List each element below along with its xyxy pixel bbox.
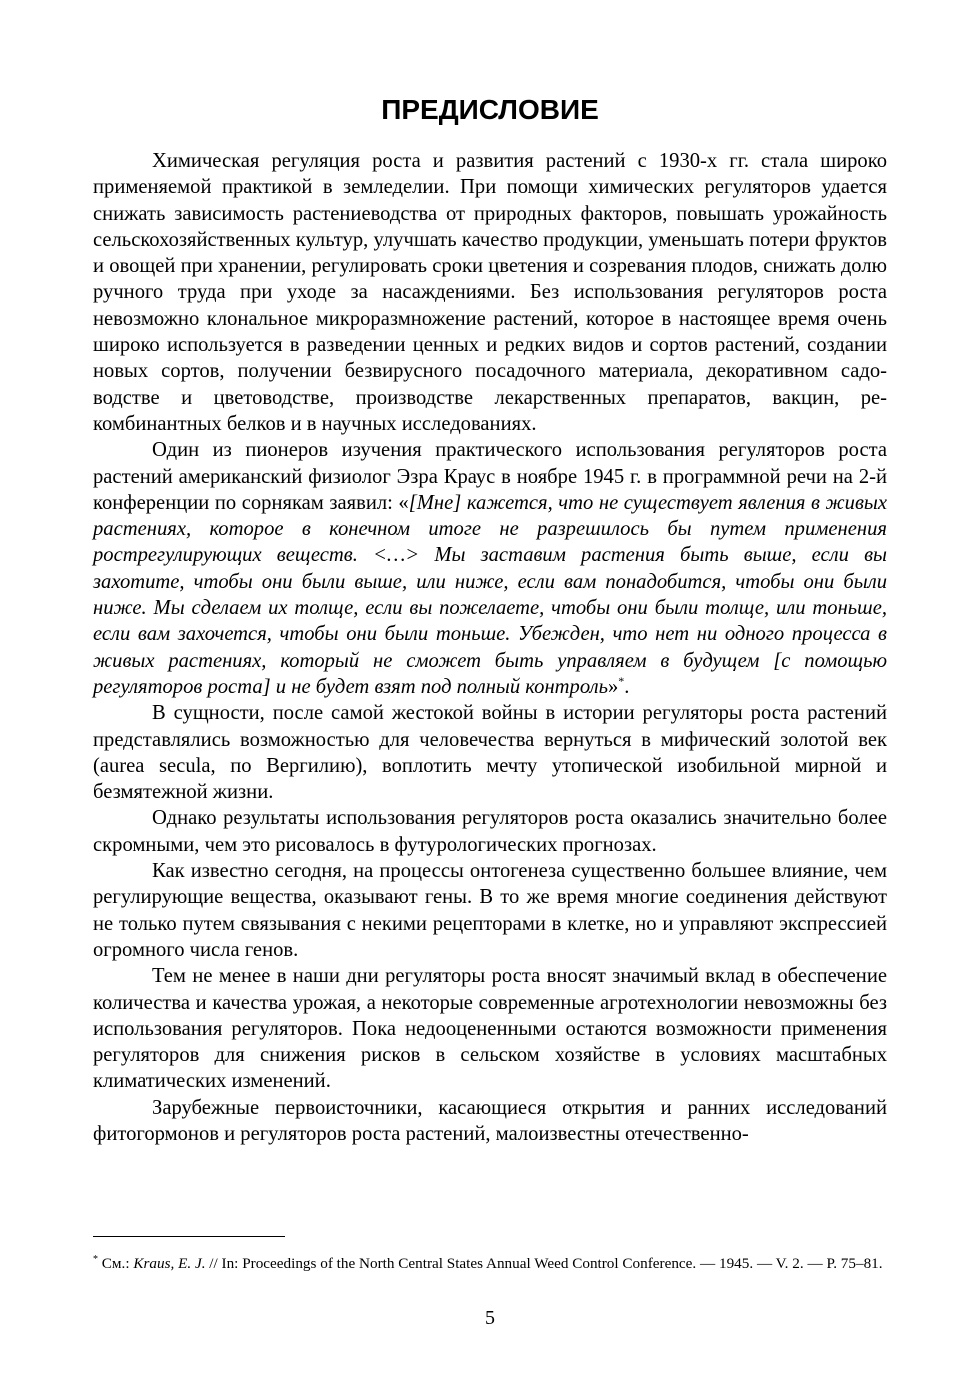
body-text xyxy=(93,148,887,1147)
footnote-author: Kraus, E. J. xyxy=(133,1255,206,1272)
paragraph-5: Как известно сегодня, на процессы онтогенеза существенно большее влияние, чем регулирующие вещества, оказывают гены. В то же время многие соединения действуют не только путем связывания с некими рецепторами в клетке, но и управляют экспрессией огромного числа генов. xyxy=(93,860,887,961)
page-title: ПРЕДИСЛОВИЕ xyxy=(381,94,599,125)
paragraph-2 xyxy=(93,437,887,700)
footnote-mark: * xyxy=(93,1253,98,1265)
footnote xyxy=(93,1254,887,1274)
footnote-prefix: См.: xyxy=(98,1255,134,1272)
footnote-reference[interactable]: * xyxy=(618,674,625,689)
paragraph-2-end: . xyxy=(624,675,630,698)
paragraph-1: Химическая регуляция роста и развития растений с 1930-х гг. стала широко применяемой практикой в земледелии. При помощи химических регуляторов удается снижать зависимость растениеводства от природных факторов, повышать урожайность сельскохозяйственных культур, улучшать качество продукции, уменьшать потери фруктов и овощей при хранении, регулировать сроки цветения и созревания плодов, снижать долю ручного труда при уходе за насаждениями. Без использования регуляторов роста невозможно клональное микроразмножение растений, которое в настоящее время очень широко используется в разведении ценных и редких видов и сортов растений, создании новых сортов, получении безвирусного посадочного материала, декоративном садоводстве и цветоводстве, производстве лекарственных препаратов, вакцин, рекомбинантных белков и в научных исследованиях. xyxy=(93,150,887,435)
paragraph-2-intro: Один из пионеров изучения практического использования регуляторов роста растений американский физиолог Эзра Краус в ноябре 1945 г. в программной речи на 2-й конференции по сорнякам заявил: « xyxy=(93,439,887,514)
page-number: 5 xyxy=(485,1307,495,1329)
paragraph-7: Зарубежные первоисточники, касающиеся открытия и ранних исследований фитогормонов и регуляторов роста растений, малоизвестны отечественно- xyxy=(93,1096,887,1145)
footnote-divider xyxy=(93,1236,285,1237)
footnote-citation: // In: Proceedings of the North Central States Annual Weed Control Conference. — 1945. — V. 2. — P. 75–81. xyxy=(205,1255,883,1272)
paragraph-4: Однако результаты использования регуляторов роста оказались значительно более скромными, чем это рисовалось в футурологических прогнозах. xyxy=(93,807,887,856)
kraus-quote: [Мне] кажется, что не существует явления в живых растениях, которое в конечном итоге не разрешилось бы путем применения рострегулирующих веществ. <…> Мы заставим растения быть выше, если вы захотите, чтобы они были выше, или ниже, если вам понадобится, чтобы они были ниже. Мы сделаем их толще, если вы пожелаете, чтобы они были толще, или тоньше, если вам захочется, чтобы они были тоньше. Убежден, что нет ни одного процесса в живых растениях, который не сможет быть управляем в будущем [с помощью регуляторов роста] и не будет взят под полный контроль xyxy=(93,491,888,698)
paragraph-3: В сущности, после самой жестокой войны в истории регуляторы роста растений представлялись возможностью для человечества вернуться в мифический золотой век (aurea secula, по Вергилию), воплотить мечту утопической изобильной мирной и безмятежной жизни. xyxy=(93,702,887,804)
paragraph-6: Тем не менее в наши дни регуляторы роста вносят значимый вклад в обеспечение количества и качества урожая, а некоторые современные агротехнологии невозможны без использования регуляторов. Пока недооцененными остаются возможности применения регуляторов для снижения рисков в сельском хозяйстве в условиях масштабных климатических изменений. xyxy=(93,965,887,1093)
quote-close-mark: » xyxy=(607,675,619,698)
